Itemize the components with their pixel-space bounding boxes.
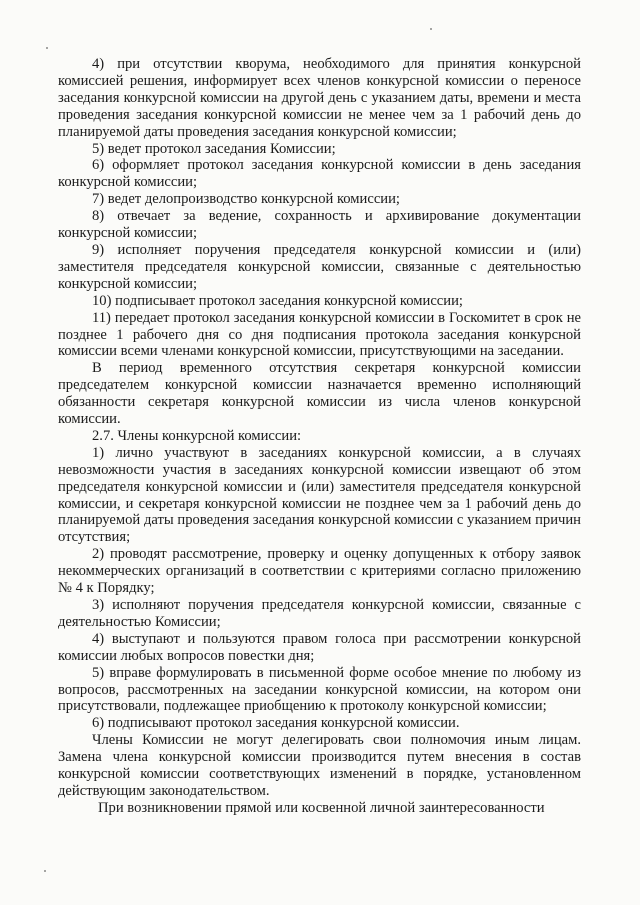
paragraph: 9) исполняет поручения председателя конкурсной комиссии и (или) заместителя председателя конкурсной комиссии, связанные с деятельностью конкурсной комиссии; (58, 241, 581, 292)
paragraph: 6) оформляет протокол заседания конкурсной комиссии в день заседания конкурсной комиссии; (58, 157, 581, 191)
paragraph: При возникновении прямой или косвенной личной заинтересованности (98, 799, 545, 816)
paragraph: В период временного отсутствия секретаря конкурсной комиссии председателем конкурсной комиссии назначается временно исполняющий обязанности секретаря конкурсной комиссии из числа членов конкурсной комиссии. (58, 360, 581, 428)
paragraph: 4) выступают и пользуются правом голоса при рассмотрении конкурсной комиссии любых вопросов повестки дня; (58, 630, 581, 664)
paragraph: 5) ведет протокол заседания Комиссии; (92, 140, 336, 157)
scan-speck (46, 47, 48, 49)
paragraph: 3) исполняют поручения председателя конкурсной комиссии, связанные с деятельностью Комиссии; (58, 597, 581, 630)
paragraph: 10) подписывает протокол заседания конкурсной комиссии; (92, 292, 463, 309)
section-heading: 2.7. Члены конкурсной комиссии: (92, 427, 302, 444)
paragraph: 5) вправе формулировать в письменной форме особое мнение по любому из вопросов, рассмотренных на заседании конкурсной комиссии, на котором они присутствовали, подлежащее приобщению к протоколу конкурсной комиссии; (58, 664, 581, 715)
paragraph: 8) отвечает за ведение, сохранность и архивирование документации конкурсной комиссии; (58, 208, 581, 242)
scan-speck (430, 28, 432, 30)
paragraph: 4) при отсутствии кворума, необходимого для принятия конкурсной комиссией решения, информирует всех членов конкурсной комиссии о переносе заседания конкурсной комиссии на другой день с указанием даты, времени и места проведения заседания конкурсной комиссии не менее чем за 1 рабочий день до планируемой даты проведения заседания конкурсной комиссии; (58, 56, 581, 140)
paragraph: 1) лично участвуют в заседаниях конкурсной комиссии, а в случаях невозможности участия в заседаниях конкурсной комиссии извещают об этом председателя конкурсной комиссии и (или) заместителя председателя конкурсной комиссии, и секретаря конкурсной комиссии не позднее чем за 1 рабочий день до планируемой даты проведения заседания конкурсной комиссии с указанием причин отсутствия; (58, 444, 581, 546)
paragraph: 6) подписывают протокол заседания конкурсной комиссии. (92, 715, 460, 732)
document-body (58, 56, 581, 817)
scan-speck (44, 870, 46, 872)
paragraph: Члены Комиссии не могут делегировать свои полномочия иным лицам. Замена члена конкурсной комиссии производится путем внесения в состав конкурсной комиссии соответствующих изменений в порядке, установленном действующим законодательством. (58, 732, 581, 799)
paragraph: 7) ведет делопроизводство конкурсной комиссии; (92, 191, 400, 208)
paragraph: 11) передает протокол заседания конкурсной комиссии в Госкомитет в срок не позднее 1 рабочего дня со дня подписания протокола заседания конкурсной комиссии всеми членами конкурсной комиссии, присутствующими на заседании. (58, 309, 581, 360)
paragraph: 2) проводят рассмотрение, проверку и оценку допущенных к отбору заявок некоммерческих организаций в соответствии с критериями согласно приложению № 4 к Порядку; (58, 546, 581, 597)
